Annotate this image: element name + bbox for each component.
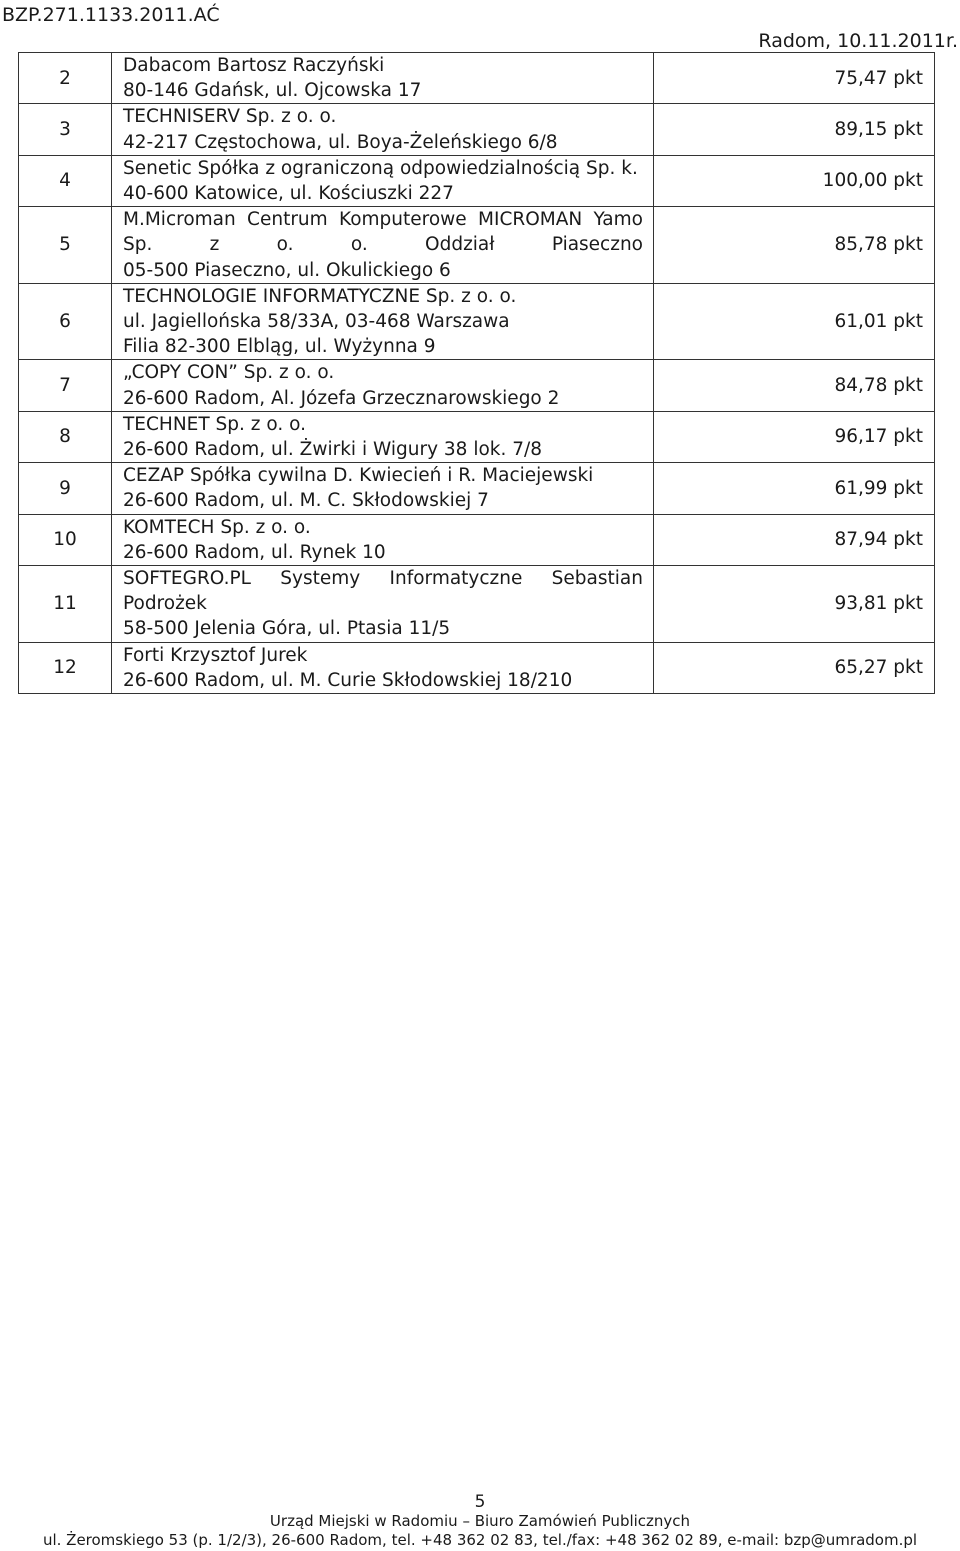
contractor-line: „COPY CON” Sp. z o. o. xyxy=(123,362,335,384)
offer-points: 100,00 pkt xyxy=(654,155,935,206)
offer-points: 65,27 pkt xyxy=(654,642,935,693)
contractor-line: Podrożek xyxy=(123,593,207,615)
contractor-cell xyxy=(112,566,654,643)
table-row xyxy=(19,463,935,514)
offer-points: 61,99 pkt xyxy=(654,463,935,514)
offer-number: 12 xyxy=(19,642,112,693)
offer-number: 10 xyxy=(19,514,112,565)
offer-points: 96,17 pkt xyxy=(654,411,935,462)
place-date: Radom, 10.11.2011r. xyxy=(758,30,958,52)
contractor-line: KOMTECH Sp. z o. o. xyxy=(123,516,311,538)
contractor-line: 26-600 Radom, Al. Józefa Grzecznarowskiego 2 xyxy=(123,387,560,409)
contractor-line: Senetic Spółka z ograniczoną odpowiedzialnością Sp. k. xyxy=(123,157,638,179)
offer-points: 93,81 pkt xyxy=(654,566,935,643)
offer-number: 2 xyxy=(19,53,112,104)
offer-points: 84,78 pkt xyxy=(654,360,935,411)
offer-number: 4 xyxy=(19,155,112,206)
table-row xyxy=(19,155,935,206)
offers-table xyxy=(18,52,935,694)
page-number: 5 xyxy=(474,1492,486,1512)
contractor-cell xyxy=(112,514,654,565)
offer-number: 9 xyxy=(19,463,112,514)
offer-number: 7 xyxy=(19,360,112,411)
table-row xyxy=(19,566,935,643)
table-row xyxy=(19,360,935,411)
contractor-line: TECHNET Sp. z o. o. xyxy=(123,413,306,435)
table-row xyxy=(19,104,935,155)
contractor-line: TECHNOLOGIE INFORMATYCZNE Sp. z o. o. xyxy=(123,285,517,307)
contractor-line: 40-600 Katowice, ul. Kościuszki 227 xyxy=(123,183,454,205)
contractor-cell xyxy=(112,411,654,462)
contractor-line: 26-600 Radom, ul. M. Curie Skłodowskiej 18/210 xyxy=(123,669,573,691)
contractor-line: Filia 82-300 Elbląg, ul. Wyżynna 9 xyxy=(123,336,436,358)
contractor-line: 80-146 Gdańsk, ul. Ojcowska 17 xyxy=(123,80,422,102)
contractor-cell xyxy=(112,207,654,284)
offer-number: 5 xyxy=(19,207,112,284)
offer-points: 75,47 pkt xyxy=(654,53,935,104)
table-row xyxy=(19,642,935,693)
table-row xyxy=(19,411,935,462)
contractor-line: 42-217 Częstochowa, ul. Boya-Żeleńskiego 6/8 xyxy=(123,131,558,153)
offer-points: 85,78 pkt xyxy=(654,207,935,284)
table-row xyxy=(19,283,935,360)
footer-office: Urząd Miejski w Radomiu – Biuro Zamówień Publicznych xyxy=(269,1512,691,1530)
contractor-line: 05-500 Piaseczno, ul. Okulickiego 6 xyxy=(123,259,451,281)
contractor-cell xyxy=(112,155,654,206)
contractor-line: CEZAP Spółka cywilna D. Kwiecień i R. Maciejewski xyxy=(123,465,594,487)
offer-points: 89,15 pkt xyxy=(654,104,935,155)
contractor-cell xyxy=(112,283,654,360)
contractor-line: SOFTEGRO.PL Systemy Informatyczne Sebastian xyxy=(123,568,643,590)
contractor-line: ul. Jagiellońska 58/33A, 03-468 Warszawa xyxy=(123,311,510,333)
table-row xyxy=(19,207,935,284)
contractor-cell xyxy=(112,53,654,104)
contractor-cell xyxy=(112,104,654,155)
footer-contact: ul. Żeromskiego 53 (p. 1/2/3), 26-600 Radom, tel. +48 362 02 83, tel./fax: +48 362 02 89, e-mail: bzp@umradom.pl xyxy=(42,1531,918,1549)
table-row xyxy=(19,514,935,565)
contractor-line: 26-600 Radom, ul. Rynek 10 xyxy=(123,541,386,563)
contractor-cell xyxy=(112,642,654,693)
contractor-line: Dabacom Bartosz Raczyński xyxy=(123,55,385,76)
contractor-line: 58-500 Jelenia Góra, ul. Ptasia 11/5 xyxy=(123,618,451,640)
contractor-line: Forti Krzysztof Jurek xyxy=(123,644,308,666)
contractor-line: Sp. z o. o. Oddział Piaseczno xyxy=(123,234,643,256)
table-row xyxy=(19,53,935,104)
offer-points: 61,01 pkt xyxy=(654,283,935,360)
offer-number: 8 xyxy=(19,411,112,462)
contractor-line: TECHNISERV Sp. z o. o. xyxy=(123,106,337,128)
offers-table-body xyxy=(19,53,935,694)
contractor-line: 26-600 Radom, ul. M. C. Skłodowskiej 7 xyxy=(123,490,489,512)
offer-number: 3 xyxy=(19,104,112,155)
offer-number: 11 xyxy=(19,566,112,643)
contractor-cell xyxy=(112,463,654,514)
document-reference: BZP.271.1133.2011.AĆ xyxy=(2,4,220,26)
offer-points: 87,94 pkt xyxy=(654,514,935,565)
contractor-line: 26-600 Radom, ul. Żwirki i Wigury 38 lok. 7/8 xyxy=(123,439,543,461)
offer-number: 6 xyxy=(19,283,112,360)
contractor-cell xyxy=(112,360,654,411)
contractor-line: M.Microman Centrum Komputerowe MICROMAN Yamo xyxy=(123,209,643,231)
